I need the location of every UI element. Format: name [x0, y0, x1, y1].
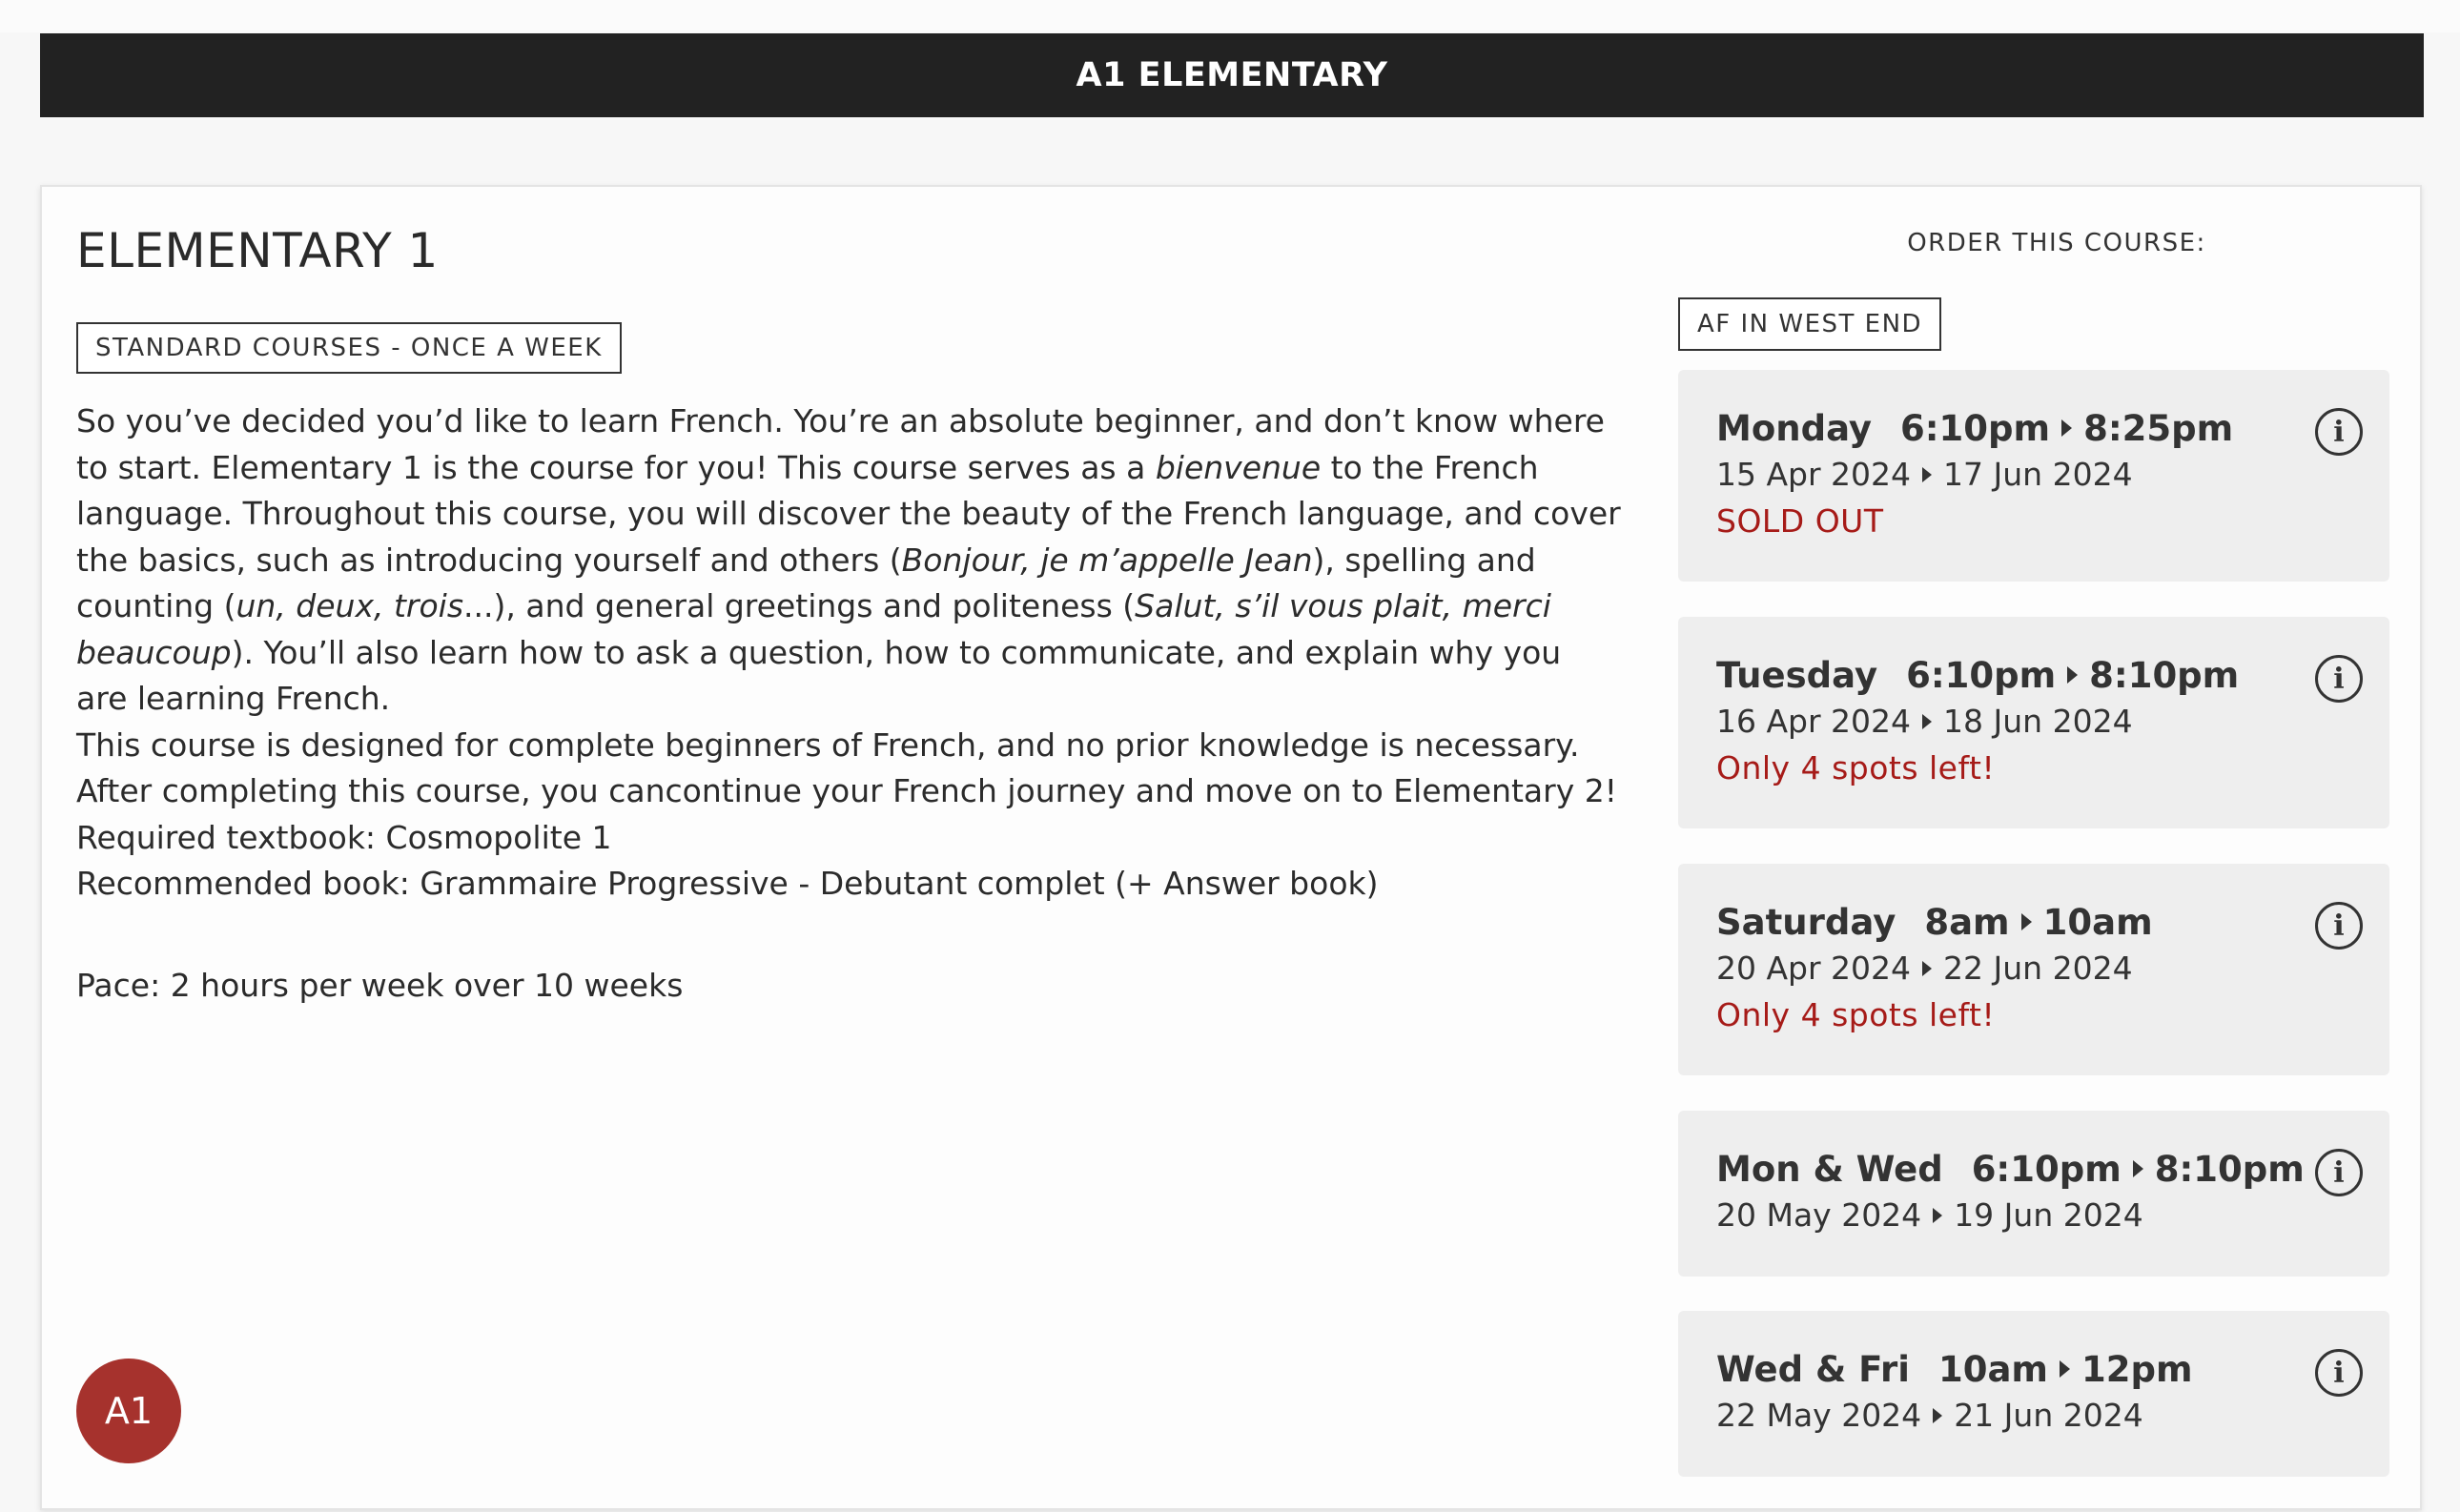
session-start-date: 22 May 2024 — [1716, 1397, 1922, 1434]
session-start-time: 6:10pm — [1900, 408, 2051, 449]
description-text: So you’ve decided you’d like to learn French. You’re an absolute beginner, and don’t know where to start. Elementary 1 is the course for you! This course serves as a — [76, 402, 1605, 486]
session-dates — [1716, 452, 2351, 498]
session-day: Mon & Wed — [1716, 1149, 1943, 1190]
arrow-right-icon — [2061, 419, 2072, 437]
description-text: ). You’ll also learn how to ask a question, how to communicate, and explain why you are learning French. — [76, 633, 1562, 717]
session-end-date: 21 Jun 2024 — [1954, 1397, 2143, 1434]
level-header: A1 ELEMENTARY — [40, 33, 2424, 117]
session-end-date: 17 Jun 2024 — [1943, 456, 2133, 493]
session-dates — [1716, 699, 2351, 745]
info-icon[interactable]: i — [2315, 1349, 2363, 1397]
info-icon[interactable]: i — [2315, 655, 2363, 703]
session-times — [1716, 653, 2351, 699]
prerequisite-note: This course is designed for complete beginners of French, and no prior knowledge is necessary. After completing this course, you cancontinue your French journey and move on to Elementary 2! — [76, 725, 1617, 809]
session-end-time: 12pm — [2081, 1349, 2193, 1390]
session-start-time: 6:10pm — [1906, 655, 2057, 696]
description-italic: Bonjour, je m’appelle Jean — [901, 541, 1313, 579]
arrow-right-icon — [1933, 1208, 1942, 1223]
session-option[interactable] — [1678, 370, 2389, 582]
category-tag: STANDARD COURSES - ONCE A WEEK — [76, 322, 622, 374]
session-end-date: 19 Jun 2024 — [1954, 1196, 2143, 1234]
course-card — [40, 185, 2422, 1510]
session-day: Monday — [1716, 408, 1873, 449]
arrow-right-icon — [1933, 1408, 1942, 1423]
description-text: ...), and general greetings and politeness ( — [463, 587, 1136, 624]
info-icon[interactable]: i — [2315, 1149, 2363, 1196]
top-band — [0, 0, 2460, 32]
session-start-date: 16 Apr 2024 — [1716, 703, 1912, 740]
info-icon[interactable]: i — [2315, 408, 2363, 456]
arrow-right-icon — [2067, 666, 2078, 684]
session-dates — [1716, 1393, 2351, 1439]
session-end-time: 8:10pm — [2089, 655, 2240, 696]
session-times — [1716, 406, 2351, 452]
course-title: ELEMENTARY 1 — [76, 223, 439, 278]
session-start-date: 20 Apr 2024 — [1716, 950, 1912, 987]
arrow-right-icon — [1922, 467, 1932, 482]
arrow-right-icon — [2021, 913, 2032, 930]
session-end-date: 22 Jun 2024 — [1943, 950, 2133, 987]
session-end-date: 18 Jun 2024 — [1943, 703, 2133, 740]
session-option[interactable] — [1678, 617, 2389, 828]
description-text: to the French language. Throughout this course, you will discover the beauty of the French language, and cover the basics, such as introducing yourself and others ( — [76, 448, 1621, 579]
session-option[interactable] — [1678, 1111, 2389, 1277]
session-end-time: 8:25pm — [2083, 408, 2234, 449]
session-dates — [1716, 1193, 2351, 1238]
arrow-right-icon — [1922, 961, 1932, 976]
arrow-right-icon — [2133, 1160, 2143, 1177]
recommended-book: Recommended book: Grammaire Progressive - Debutant complet (+ Answer book) — [76, 865, 1379, 902]
session-status: Only 4 spots left! — [1716, 749, 1996, 787]
session-times — [1716, 1347, 2351, 1393]
session-start-time: 6:10pm — [1971, 1149, 2122, 1190]
location-tag: AF IN WEST END — [1678, 297, 1941, 351]
required-textbook: Required textbook: Cosmopolite 1 — [76, 818, 612, 856]
session-day: Wed & Fri — [1716, 1349, 1910, 1390]
arrow-right-icon — [1922, 714, 1932, 729]
session-start-time: 10am — [1937, 1349, 2048, 1390]
session-start-date: 20 May 2024 — [1716, 1196, 1922, 1234]
description-italic: un, deux, trois — [236, 587, 464, 624]
session-day: Tuesday — [1716, 655, 1878, 696]
course-pace: Pace: 2 hours per week over 10 weeks — [76, 966, 684, 1004]
session-status: SOLD OUT — [1716, 502, 1884, 540]
spacer — [76, 908, 1621, 963]
level-badge: A1 — [76, 1359, 181, 1463]
session-times — [1716, 1147, 2351, 1193]
session-option[interactable] — [1678, 1311, 2389, 1477]
description-italic: Salut, s’il vous plait, merci beaucoup — [76, 587, 1551, 671]
session-times — [1716, 900, 2351, 946]
course-description — [76, 398, 1621, 1009]
session-start-time: 8am — [1924, 902, 2010, 943]
session-day: Saturday — [1716, 902, 1896, 943]
session-end-time: 10am — [2042, 902, 2153, 943]
description-italic: bienvenue — [1155, 448, 1322, 486]
session-option[interactable] — [1678, 864, 2389, 1075]
description-paragraph — [76, 398, 1621, 723]
info-icon[interactable]: i — [2315, 902, 2363, 950]
order-label: ORDER THIS COURSE: — [1907, 229, 2206, 257]
session-start-date: 15 Apr 2024 — [1716, 456, 1912, 493]
arrow-right-icon — [2060, 1360, 2070, 1378]
session-end-time: 8:10pm — [2154, 1149, 2305, 1190]
session-status: Only 4 spots left! — [1716, 996, 1996, 1033]
session-dates — [1716, 946, 2351, 991]
description-text: ), spelling and counting ( — [76, 541, 1536, 624]
